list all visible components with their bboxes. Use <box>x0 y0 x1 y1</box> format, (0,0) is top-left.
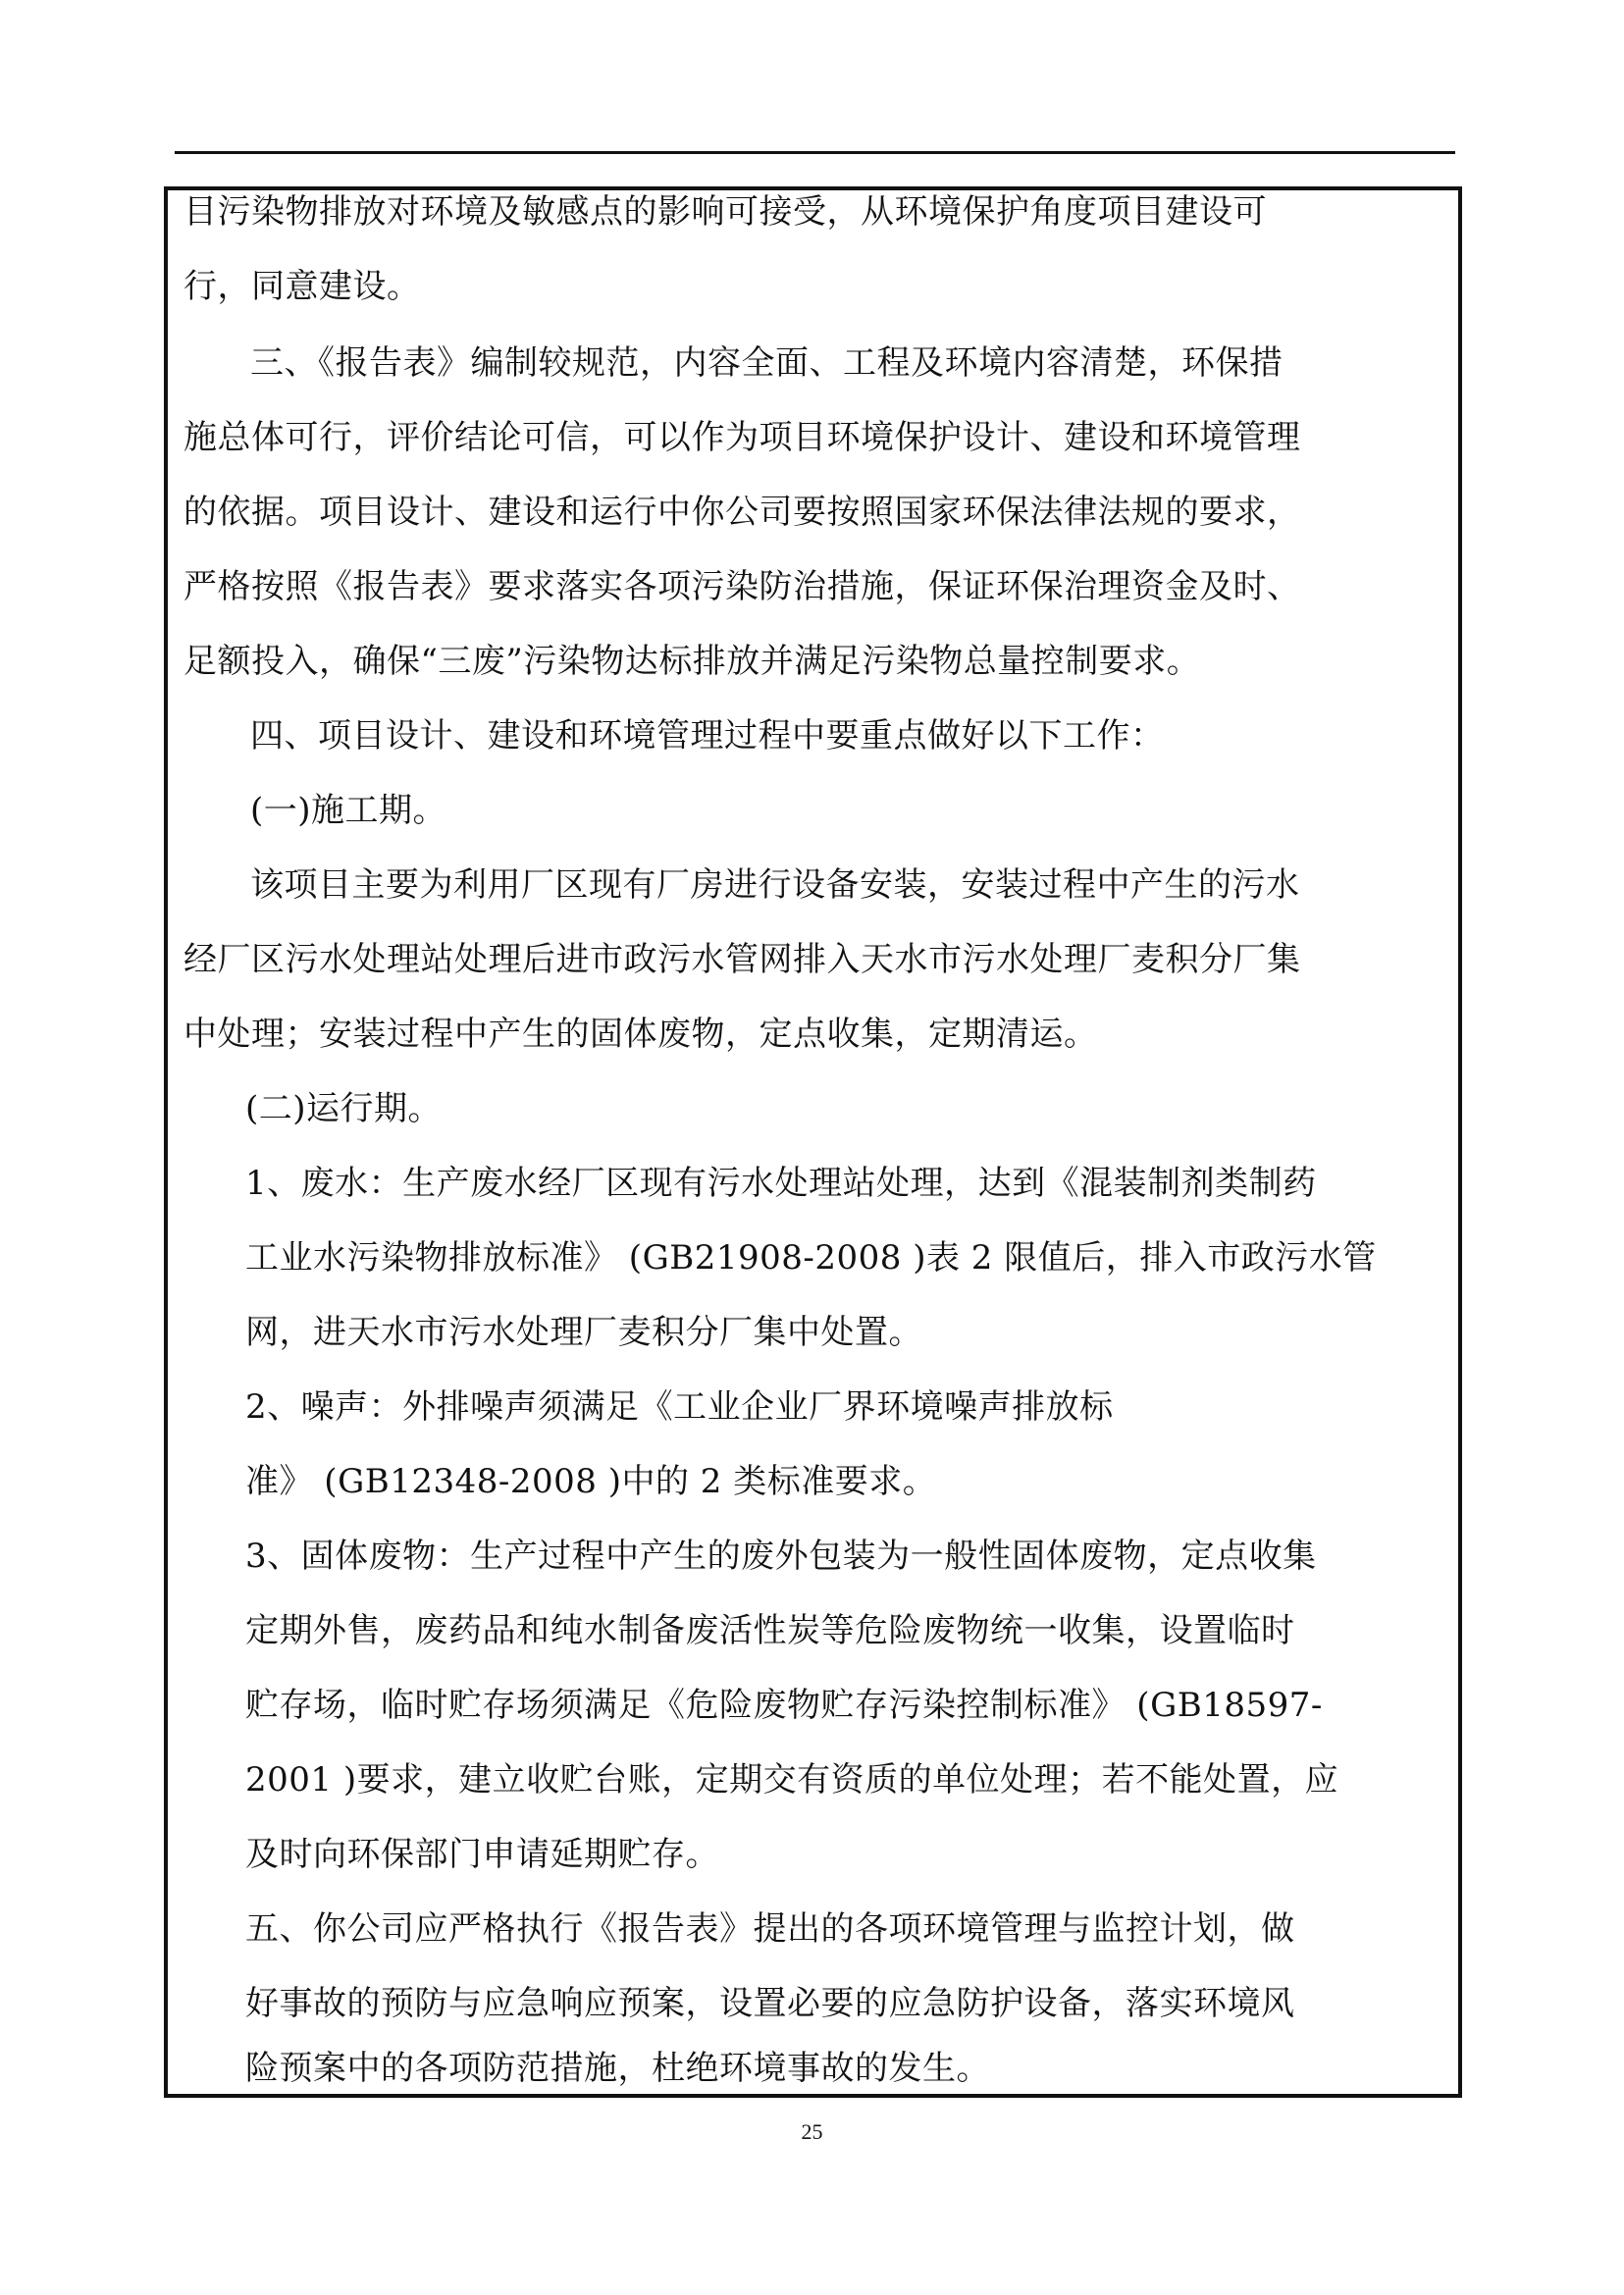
text-line: 工业水污染物排放标准》 (GB21908-2008 )表 2 限值后，排入市政污水管 <box>245 1238 1377 1278</box>
text-line: 1、废水：生产废水经厂区现有污水处理站处理，达到《混装制剂类制药 <box>245 1164 1317 1203</box>
header-rule <box>175 151 1455 154</box>
text-line: 五、你公司应严格执行《报告表》提出的各项环境管理与监控计划，做 <box>245 1909 1295 1949</box>
text-line: 3、固体废物：生产过程中产生的废外包装为一般性固体废物，定点收集 <box>245 1537 1317 1576</box>
text-line: 2、噪声：外排噪声须满足《工业企业厂界环境噪声排放标 <box>245 1387 1114 1427</box>
text-line: 2001 )要求，建立收贮台账，定期交有资质的单位处理；若不能处置，应 <box>245 1760 1339 1799</box>
page-number: 25 <box>801 2119 823 2144</box>
text-line: 目污染物排放对环境及敏感点的影响可接受，从环境保护角度项目建设可 <box>183 192 1267 232</box>
text-line: 该项目主要为利用厂区现有厂房进行设备安装，安装过程中产生的污水 <box>250 865 1300 905</box>
text-line: 险预案中的各项防范措施，杜绝环境事故的发生。 <box>245 2049 990 2088</box>
text-line: 好事故的预防与应急响应预案，设置必要的应急防护设备，落实环境风 <box>245 1984 1295 2023</box>
text-line: 四、项目设计、建设和环境管理过程中要重点做好以下工作： <box>250 716 1165 756</box>
text-line: 中处理；安装过程中产生的固体废物，定点收集，定期清运。 <box>183 1015 1098 1054</box>
text-line: 行，同意建设。 <box>183 267 421 306</box>
document-frame <box>164 186 1462 2098</box>
text-line: 网，进天水市污水处理厂麦积分厂集中处置。 <box>245 1313 922 1352</box>
text-line: 贮存场，临时贮存场须满足《危险废物贮存污染控制标准》 (GB18597- <box>245 1686 1323 1725</box>
text-line: 施总体可行，评价结论可信，可以作为项目环境保护设计、建设和环境管理 <box>183 418 1301 457</box>
text-line: 及时向环保部门申请延期贮存。 <box>245 1835 719 1874</box>
text-line: 三、《报告表》编制较规范，内容全面、工程及环境内容清楚，环保措 <box>250 343 1283 383</box>
text-line: (二)运行期。 <box>245 1089 443 1128</box>
text-line: 定期外售，废药品和纯水制备废活性炭等危险废物统一收集，设置临时 <box>245 1611 1295 1650</box>
text-line: 的依据。项目设计、建设和运行中你公司要按照国家环保法律法规的要求， <box>183 493 1301 532</box>
text-line: 准》 (GB12348-2008 )中的 2 类标准要求。 <box>245 1462 937 1501</box>
text-line: (一)施工期。 <box>250 791 447 830</box>
text-line: 足额投入，确保“三废”污染物达标排放并满足污染物总量控制要求。 <box>183 642 1201 681</box>
text-line: 严格按照《报告表》要求落实各项污染防治措施，保证环保治理资金及时、 <box>183 567 1301 606</box>
text-line: 经厂区污水处理站处理后进市政污水管网排入天水市污水处理厂麦积分厂集 <box>183 940 1301 979</box>
